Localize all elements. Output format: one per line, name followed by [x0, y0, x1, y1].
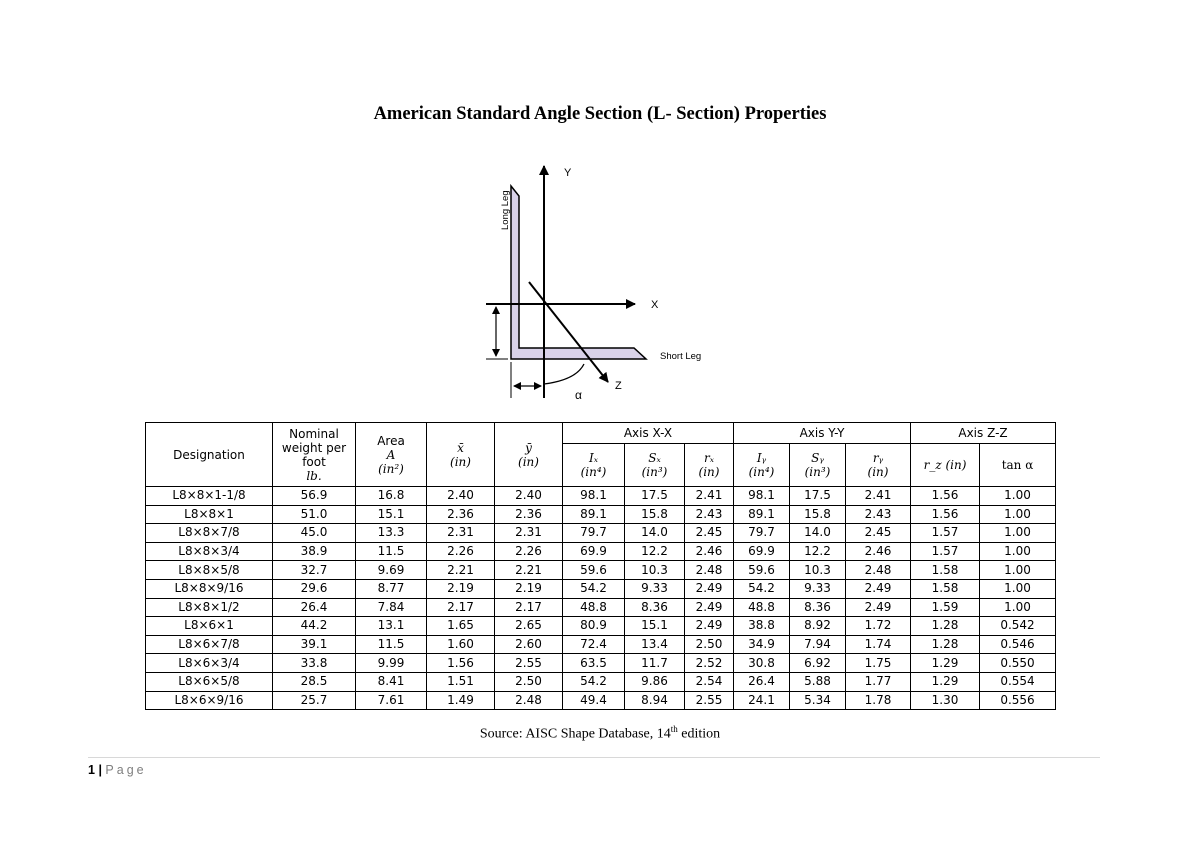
- table-cell: 2.49: [685, 617, 734, 636]
- table-cell: 2.31: [427, 524, 495, 543]
- table-cell: 2.17: [495, 598, 563, 617]
- table-cell: 5.88: [790, 672, 846, 691]
- table-cell: 30.8: [734, 654, 790, 673]
- table-cell: 8.94: [625, 691, 685, 710]
- table-cell: 89.1: [563, 505, 625, 524]
- table-cell: 1.28: [911, 635, 980, 654]
- table-cell: 8.36: [625, 598, 685, 617]
- table-cell: 15.1: [625, 617, 685, 636]
- table-cell: 0.550: [980, 654, 1056, 673]
- table-row: [146, 505, 1056, 524]
- header-ix: Iₓ (in⁴): [563, 444, 625, 487]
- table-cell: 2.31: [495, 524, 563, 543]
- l-section-shape: [511, 186, 646, 359]
- header-sy: Sᵧ (in³): [790, 444, 846, 487]
- table-cell: 9.33: [625, 579, 685, 598]
- table-cell: 8.92: [790, 617, 846, 636]
- z-axis-line: [529, 282, 608, 382]
- table-cell: L8×8×3/4: [146, 542, 273, 561]
- table-cell: 1.00: [980, 598, 1056, 617]
- table-cell: 1.59: [911, 598, 980, 617]
- table-cell: 9.69: [356, 561, 427, 580]
- table-cell: 10.3: [625, 561, 685, 580]
- table-cell: 12.2: [790, 542, 846, 561]
- header-iy: Iᵧ (in⁴): [734, 444, 790, 487]
- page-title: American Standard Angle Section (L- Section) Properties: [373, 104, 827, 124]
- table-cell: 2.19: [495, 579, 563, 598]
- table-cell: 1.51: [427, 672, 495, 691]
- table-cell: 45.0: [273, 524, 356, 543]
- table-cell: 2.26: [495, 542, 563, 561]
- table-cell: 1.75: [846, 654, 911, 673]
- table-cell: 1.00: [980, 487, 1056, 506]
- table-cell: 17.5: [790, 487, 846, 506]
- table-cell: L8×8×1/2: [146, 598, 273, 617]
- table-row: [146, 579, 1056, 598]
- table-cell: 1.60: [427, 635, 495, 654]
- table-cell: 2.50: [685, 635, 734, 654]
- table-cell: 13.4: [625, 635, 685, 654]
- table-cell: 2.45: [846, 524, 911, 543]
- table-cell: 0.556: [980, 691, 1056, 710]
- header-ybar: ȳ (in): [495, 423, 563, 487]
- header-ry: rᵧ (in): [846, 444, 911, 487]
- table-cell: 0.542: [980, 617, 1056, 636]
- header-weight: Nominal weight per foot lb.: [273, 423, 356, 487]
- table-cell: 44.2: [273, 617, 356, 636]
- table-cell: 33.8: [273, 654, 356, 673]
- header-sx: Sₓ (in³): [625, 444, 685, 487]
- table-cell: 39.1: [273, 635, 356, 654]
- table-cell: 98.1: [734, 487, 790, 506]
- table-cell: 34.9: [734, 635, 790, 654]
- table-cell: 79.7: [734, 524, 790, 543]
- table-row: [146, 654, 1056, 673]
- table-cell: 2.48: [495, 691, 563, 710]
- table-cell: L8×6×3/4: [146, 654, 273, 673]
- table-cell: 1.74: [846, 635, 911, 654]
- table-cell: 2.46: [846, 542, 911, 561]
- table-cell: 2.19: [427, 579, 495, 598]
- table-cell: 7.61: [356, 691, 427, 710]
- table-cell: 13.3: [356, 524, 427, 543]
- table-cell: L8×8×7/8: [146, 524, 273, 543]
- table-cell: 2.43: [685, 505, 734, 524]
- table-cell: 48.8: [563, 598, 625, 617]
- table-cell: 2.40: [427, 487, 495, 506]
- table-cell: 7.94: [790, 635, 846, 654]
- alpha-label: α: [575, 388, 582, 402]
- table-row: [146, 691, 1056, 710]
- table-cell: 26.4: [273, 598, 356, 617]
- table-cell: 1.57: [911, 542, 980, 561]
- source-note: Source: AISC Shape Database, 14th edition: [479, 724, 721, 742]
- table-cell: 2.55: [495, 654, 563, 673]
- table-cell: L8×6×7/8: [146, 635, 273, 654]
- table-cell: 89.1: [734, 505, 790, 524]
- table-cell: 8.36: [790, 598, 846, 617]
- table-cell: 59.6: [563, 561, 625, 580]
- table-cell: 11.7: [625, 654, 685, 673]
- table-cell: 29.6: [273, 579, 356, 598]
- table-cell: 1.28: [911, 617, 980, 636]
- page-label: Page: [105, 763, 147, 777]
- table-cell: 1.56: [911, 505, 980, 524]
- table-cell: 38.8: [734, 617, 790, 636]
- table-cell: 8.41: [356, 672, 427, 691]
- table-cell: 2.49: [846, 579, 911, 598]
- table-cell: 5.34: [790, 691, 846, 710]
- table-cell: 2.55: [685, 691, 734, 710]
- table-cell: 2.49: [685, 598, 734, 617]
- table-cell: 1.65: [427, 617, 495, 636]
- table-cell: 14.0: [790, 524, 846, 543]
- long-leg-label: Long Leg: [500, 190, 511, 230]
- table-cell: 24.1: [734, 691, 790, 710]
- table-cell: 15.8: [790, 505, 846, 524]
- table-cell: 63.5: [563, 654, 625, 673]
- angle-section-diagram: [480, 152, 720, 404]
- header-rz: r_z (in): [911, 444, 980, 487]
- table-cell: 56.9: [273, 487, 356, 506]
- table-cell: 25.7: [273, 691, 356, 710]
- table-cell: 8.77: [356, 579, 427, 598]
- table-cell: 12.2: [625, 542, 685, 561]
- table-cell: 2.40: [495, 487, 563, 506]
- table-cell: 14.0: [625, 524, 685, 543]
- x-axis-label: X: [651, 299, 659, 311]
- table-cell: 1.77: [846, 672, 911, 691]
- table-cell: 15.8: [625, 505, 685, 524]
- table-cell: 32.7: [273, 561, 356, 580]
- table-cell: 10.3: [790, 561, 846, 580]
- table-row: [146, 617, 1056, 636]
- table-cell: 2.46: [685, 542, 734, 561]
- table-cell: L8×8×9/16: [146, 579, 273, 598]
- header-xbar: x̄ (in): [427, 423, 495, 487]
- table-cell: 2.60: [495, 635, 563, 654]
- page-number: 1: [88, 763, 95, 777]
- table-cell: 2.48: [846, 561, 911, 580]
- table-cell: 11.5: [356, 635, 427, 654]
- table-cell: 7.84: [356, 598, 427, 617]
- table-cell: 38.9: [273, 542, 356, 561]
- table-cell: L8×8×1-1/8: [146, 487, 273, 506]
- table-cell: 59.6: [734, 561, 790, 580]
- header-axis-yy: Axis Y-Y: [734, 423, 911, 444]
- table-cell: 2.49: [846, 598, 911, 617]
- table-cell: 54.2: [734, 579, 790, 598]
- table-cell: 2.45: [685, 524, 734, 543]
- table-cell: 1.56: [911, 487, 980, 506]
- table-row: [146, 635, 1056, 654]
- table-cell: 1.00: [980, 579, 1056, 598]
- header-designation: Designation: [146, 423, 273, 487]
- table-cell: 98.1: [563, 487, 625, 506]
- header-rx: rₓ (in): [685, 444, 734, 487]
- table-cell: 2.50: [495, 672, 563, 691]
- table-cell: L8×6×5/8: [146, 672, 273, 691]
- table-cell: 1.30: [911, 691, 980, 710]
- angle-properties-table: [145, 422, 1056, 710]
- table-cell: 28.5: [273, 672, 356, 691]
- table-cell: 6.92: [790, 654, 846, 673]
- table-cell: 72.4: [563, 635, 625, 654]
- table-row: [146, 524, 1056, 543]
- table-cell: 1.72: [846, 617, 911, 636]
- table-cell: 2.48: [685, 561, 734, 580]
- table-cell: 9.99: [356, 654, 427, 673]
- table-row: [146, 561, 1056, 580]
- table-row: [146, 672, 1056, 691]
- table-cell: 1.56: [427, 654, 495, 673]
- table-cell: 1.00: [980, 561, 1056, 580]
- table-cell: 2.36: [427, 505, 495, 524]
- table-cell: 13.1: [356, 617, 427, 636]
- table-cell: 16.8: [356, 487, 427, 506]
- table-cell: 1.58: [911, 579, 980, 598]
- header-area: Area A (in²): [356, 423, 427, 487]
- table-cell: 48.8: [734, 598, 790, 617]
- table-cell: L8×6×1: [146, 617, 273, 636]
- alpha-arc: [544, 364, 584, 384]
- table-cell: 1.29: [911, 654, 980, 673]
- y-axis-label: Y: [564, 167, 572, 179]
- table-cell: 54.2: [563, 672, 625, 691]
- header-axis-xx: Axis X-X: [563, 423, 734, 444]
- table-cell: 2.52: [685, 654, 734, 673]
- table-cell: 1.00: [980, 505, 1056, 524]
- table-cell: 2.41: [685, 487, 734, 506]
- table-cell: 1.58: [911, 561, 980, 580]
- table-cell: 2.36: [495, 505, 563, 524]
- table-cell: 51.0: [273, 505, 356, 524]
- table-cell: 1.78: [846, 691, 911, 710]
- table-cell: 0.554: [980, 672, 1056, 691]
- table-cell: 0.546: [980, 635, 1056, 654]
- table-cell: 1.29: [911, 672, 980, 691]
- table-cell: 11.5: [356, 542, 427, 561]
- table-cell: 26.4: [734, 672, 790, 691]
- footer-separator: |: [98, 763, 102, 777]
- table-row: [146, 598, 1056, 617]
- table-cell: 80.9: [563, 617, 625, 636]
- table-row: [146, 487, 1056, 506]
- header-tan-alpha: tan α: [980, 444, 1056, 487]
- table-cell: 17.5: [625, 487, 685, 506]
- table-cell: 1.49: [427, 691, 495, 710]
- table-cell: L8×8×1: [146, 505, 273, 524]
- z-axis-label: Z: [615, 380, 622, 392]
- table-cell: 54.2: [563, 579, 625, 598]
- table-cell: 2.17: [427, 598, 495, 617]
- table-cell: 69.9: [734, 542, 790, 561]
- table-cell: 2.49: [685, 579, 734, 598]
- table-cell: 9.33: [790, 579, 846, 598]
- header-axis-zz: Axis Z-Z: [911, 423, 1056, 444]
- table-cell: 2.21: [427, 561, 495, 580]
- table-cell: 49.4: [563, 691, 625, 710]
- table-cell: 2.65: [495, 617, 563, 636]
- table-cell: 1.57: [911, 524, 980, 543]
- table-cell: 15.1: [356, 505, 427, 524]
- short-leg-label: Short Leg: [660, 351, 702, 362]
- page-footer: [88, 763, 147, 777]
- table-cell: 2.21: [495, 561, 563, 580]
- table-row: [146, 542, 1056, 561]
- table-cell: 9.86: [625, 672, 685, 691]
- table-cell: 2.26: [427, 542, 495, 561]
- table-cell: 1.00: [980, 542, 1056, 561]
- table-cell: 2.41: [846, 487, 911, 506]
- table-cell: 1.00: [980, 524, 1056, 543]
- table-cell: 2.54: [685, 672, 734, 691]
- table-cell: 2.43: [846, 505, 911, 524]
- table-cell: L8×6×9/16: [146, 691, 273, 710]
- table-cell: L8×8×5/8: [146, 561, 273, 580]
- table-cell: 69.9: [563, 542, 625, 561]
- footer-rule: [88, 757, 1100, 758]
- table-cell: 79.7: [563, 524, 625, 543]
